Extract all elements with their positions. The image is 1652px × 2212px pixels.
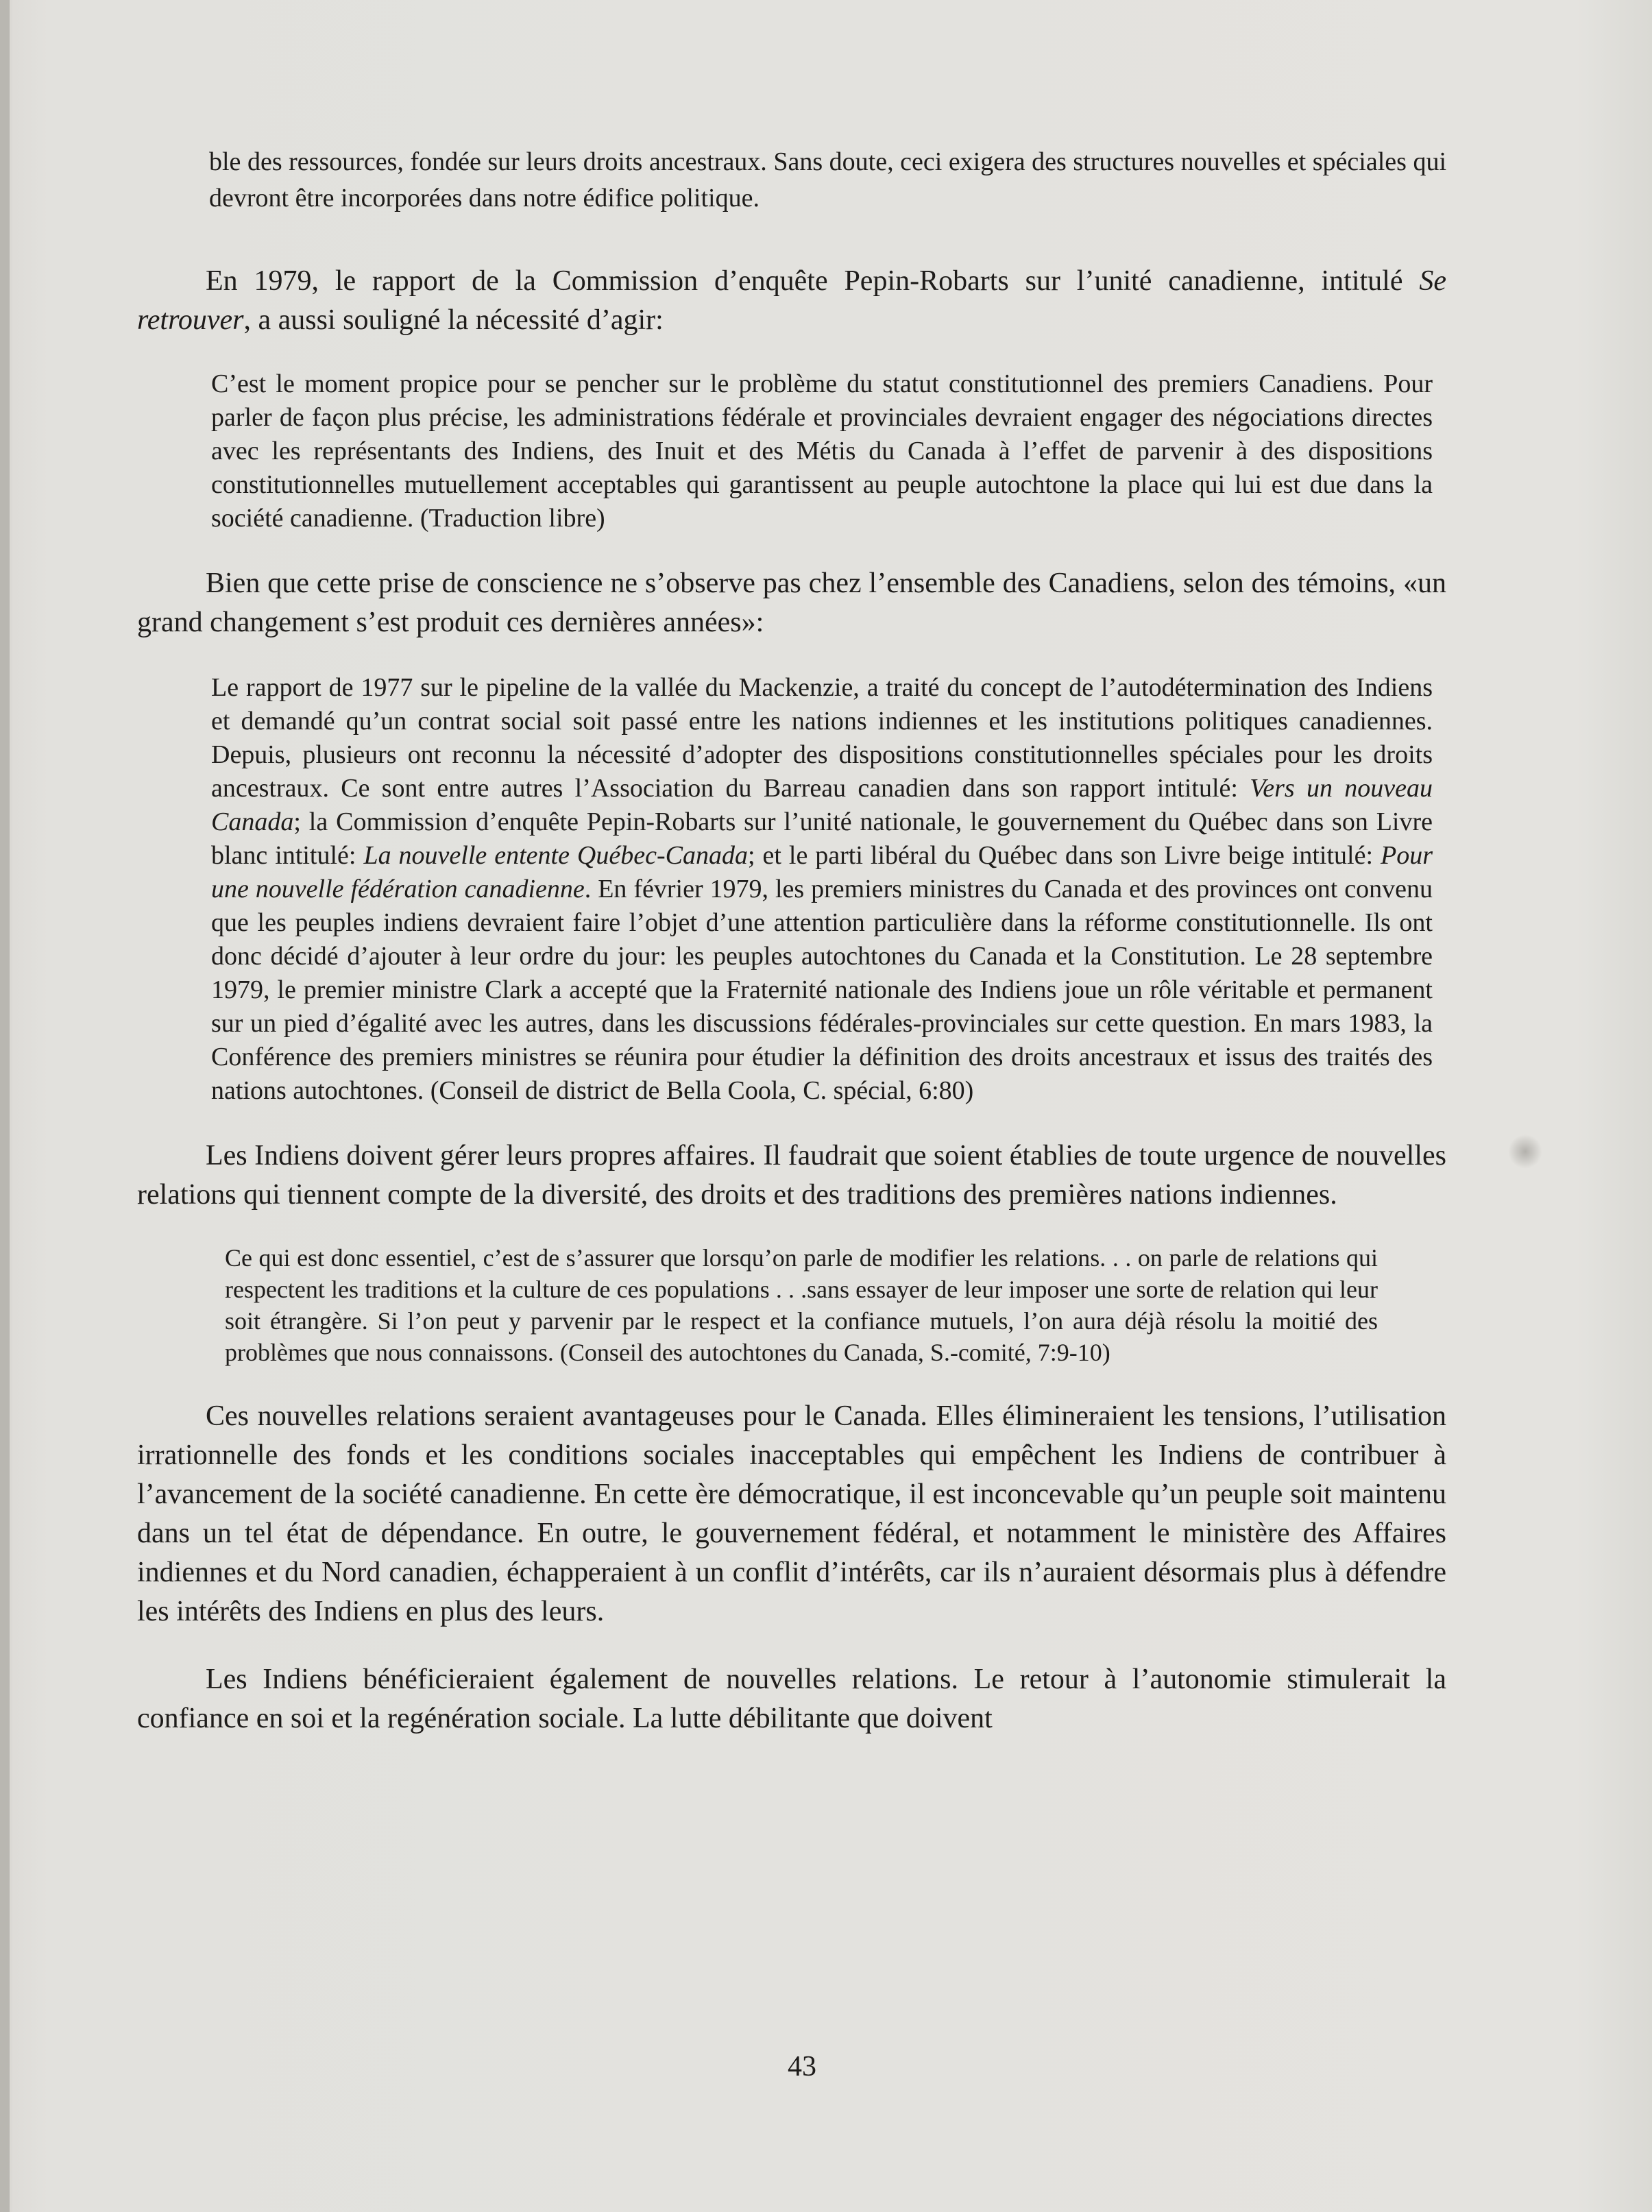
text-column [137,144,1446,1738]
page-number: 43 [788,2051,816,2082]
title-italic: Vers un nouveau Canada [211,774,1433,836]
binding-edge [0,0,10,2212]
paragraph-continuation: ble des ressources, fondée sur leurs droits ancestraux. Sans doute, ceci exigera des structures nouvelles et spéciales qui devront être incorporées dans notre édifice politique. [209,147,1446,212]
page-smudge [1508,1134,1542,1169]
quote-text: Le rapport de 1977 sur le pipeline de la vallée du Mackenzie, a traité du concept de l’autodétermination des Indiens et demandé qu’un contrat social soit passé entre les nations indiennes et les institutions politiques canadiennes. Depuis, plusieurs ont reconnu la nécessité d’adopter des dispositions constitutionnelles spéciales pour les droits ancestraux. Ce sont entre autres l’Association du Barreau canadien dans son rapport intitulé: [211,673,1433,803]
quote-text: ; et le parti libéral du Québec dans son Livre beige intitulé: [747,841,1381,870]
block-quote-pepin-robarts: C’est le moment propice pour se pencher sur le problème du statut constitutionnel des premiers Canadiens. Pour parler de façon plus précise, les administrations fédérale et provinciales devraient engager des négociations directes avec les représentants des Indiens, des Inuit et des Métis du Canada à l’effet de parvenir à des dispositions constitutionnelles mutuellement acceptables qui garantissent au peuple autochtone la place qui lui est due dans la société canadienne. (Traduction libre) [211,369,1433,533]
quote-text: . En février 1979, les premiers ministres du Canada et des provinces ont convenu que les peuples indiens devraient faire l’objet d’une attention particulière dans la réforme constitutionnelle. Ils ont donc décidé d’ajouter à leur ordre du jour: les peuples autochtones du Canada et la Constitution. Le 28 septembre 1979, le premier ministre Clark a accepté que la Fraternité nationale des Indiens joue un rôle véritable et permanent sur un pied d’égalité avec les autres, dans les discussions fédérales-provinciales sur cette question. En mars 1983, la Conférence des premiers ministres se réunira pour étudier la définition des droits ancestraux et issus des traités des nations autochtones. (Conseil de district de Bella Coola, C. spécial, 6:80) [211,875,1433,1105]
paragraph-nouvelles-relations: Ces nouvelles relations seraient avantageuses pour le Canada. Elles élimineraient les tensions, l’utilisation irrationnelle des fonds et les conditions sociales inacceptables qui empêchent les Indiens de contribuer à l’avancement de la société canadienne. En cette ère démocratique, il est inconcevable qu’un peuple soit maintenu dans un tel état de dépendance. En outre, le gouvernement fédéral, et notamment le ministère des Affaires indiennes et du Nord canadien, échapperaient à un conflit d’intérêts, car ils n’auraient désormais plus à défendre les intérêts des Indiens en plus des leurs. [137,1400,1446,1627]
paragraph-gerer-affaires: Les Indiens doivent gérer leurs propres affaires. Il faudrait que soient établies de toute urgence de nouvelles relations qui tiennent compte de la diversité, des droits et des traditions des premières nations indiennes. [137,1140,1446,1211]
quote-text: ; la Commission d’enquête Pepin-Robarts sur l’unité nationale, le gouvernement du Québec dans son Livre blanc intitulé: [211,807,1433,870]
paragraph-pepin-robarts [137,262,1446,340]
block-quote-bella-coola [211,671,1433,1108]
paragraph-prise-de-conscience: Bien que cette prise de conscience ne s’observe pas chez l’ensemble des Canadiens, selon des témoins, «un grand changement s’est produit ces dernières années»: [137,568,1446,638]
report-title-italic: Se retrouver [137,265,1446,336]
title-italic: Pour une nouvelle fédération canadienne [211,841,1433,903]
block-quote-conseil-autochtones: Ce qui est donc essentiel, c’est de s’assurer que lorsqu’on parle de modifier les relations. . . on parle de relations qui respectent les traditions et la culture de ces populations . . .sans essayer de leur imposer une sorte de relation qui leur soit étrangère. Si l’on peut y parvenir par le respect et la confiance mutuels, l’on aura déjà résolu la moitié des problèmes que nous connaissons. (Conseil des autochtones du Canada, S.-comité, 7:9-10) [225,1244,1378,1366]
paragraph-text: En 1979, le rapport de la Commission d’enquête Pepin-Robarts sur l’unité canadienne, intitulé [206,265,1420,297]
title-italic: La nouvelle entente Québec-Canada [363,841,748,870]
paragraph-beneficieraient: Les Indiens bénéficieraient également de nouvelles relations. Le retour à l’autonomie stimulerait la confiance en soi et la regénération sociale. La lutte débilitante que doivent [137,1664,1446,1734]
paragraph-text: , a aussi souligné la nécessité d’agir: [243,304,664,336]
